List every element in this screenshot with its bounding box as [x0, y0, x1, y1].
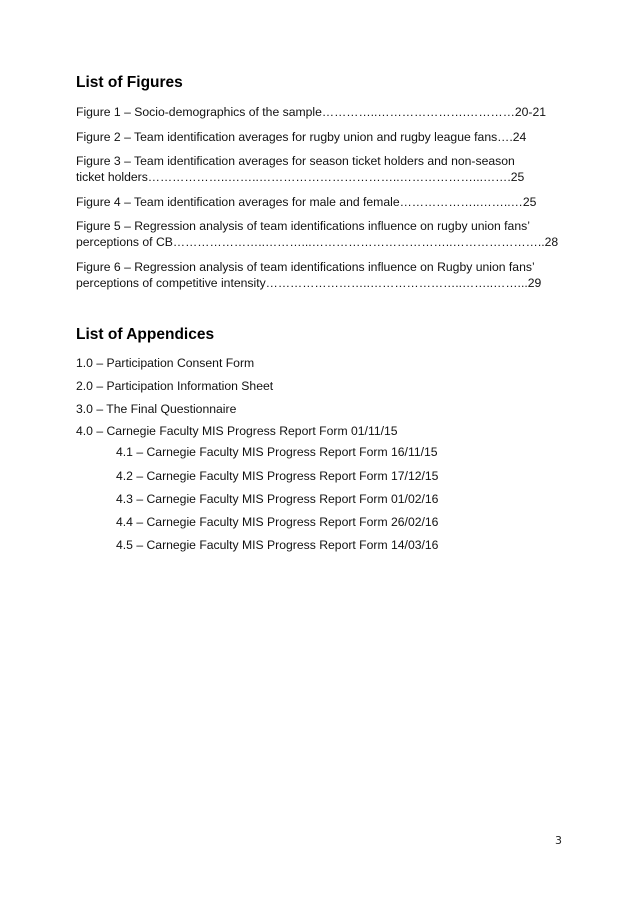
appendix-4-1-entry: 4.1 – Carnegie Faculty MIS Progress Report Form 16/11/15 [116, 445, 438, 459]
appendix-4-entry: 4.0 – Carnegie Faculty MIS Progress Report Form 01/11/15 [76, 424, 398, 438]
figure-3-entry-continued: ticket holders………………..……..……………………………..………………...…….25 [76, 170, 525, 184]
figure-2-entry: Figure 2 – Team identification averages for rugby union and rugby league fans….24 [76, 130, 527, 144]
appendix-4-5-entry: 4.5 – Carnegie Faculty MIS Progress Report Form 14/03/16 [116, 538, 439, 552]
list-of-appendices-heading: List of Appendices [76, 326, 215, 343]
figure-4-entry: Figure 4 – Team identification averages for male and female………………..……..…25 [76, 195, 537, 209]
list-of-figures-heading: List of Figures [76, 74, 183, 91]
figure-3-entry: Figure 3 – Team identification averages for season ticket holders and non-season [76, 154, 515, 168]
page-number: 3 [555, 834, 562, 847]
figure-5-entry: Figure 5 – Regression analysis of team identifications influence on rugby union fans’ [76, 219, 530, 233]
appendix-4-2-entry: 4.2 – Carnegie Faculty MIS Progress Report Form 17/12/15 [116, 469, 439, 483]
appendix-4-4-entry: 4.4 – Carnegie Faculty MIS Progress Report Form 26/02/16 [116, 515, 439, 529]
appendix-3-entry: 3.0 – The Final Questionnaire [76, 402, 237, 416]
figure-6-entry: Figure 6 – Regression analysis of team identifications influence on Rugby union fans’ [76, 260, 535, 274]
figure-1-entry: Figure 1 – Socio-demographics of the sample…………..………………….…………20-21 [76, 105, 547, 119]
appendix-4-3-entry: 4.3 – Carnegie Faculty MIS Progress Report Form 01/02/16 [116, 492, 439, 506]
appendix-1-entry: 1.0 – Participation Consent Form [76, 356, 255, 370]
appendix-2-entry: 2.0 – Participation Information Sheet [76, 379, 274, 393]
figure-5-entry-continued: perceptions of CB…………………..………...……………………………..…………………..28 [76, 235, 559, 249]
figure-6-entry-continued: perceptions of competitive intensity……………………..…………………..……..……...29 [76, 276, 542, 290]
